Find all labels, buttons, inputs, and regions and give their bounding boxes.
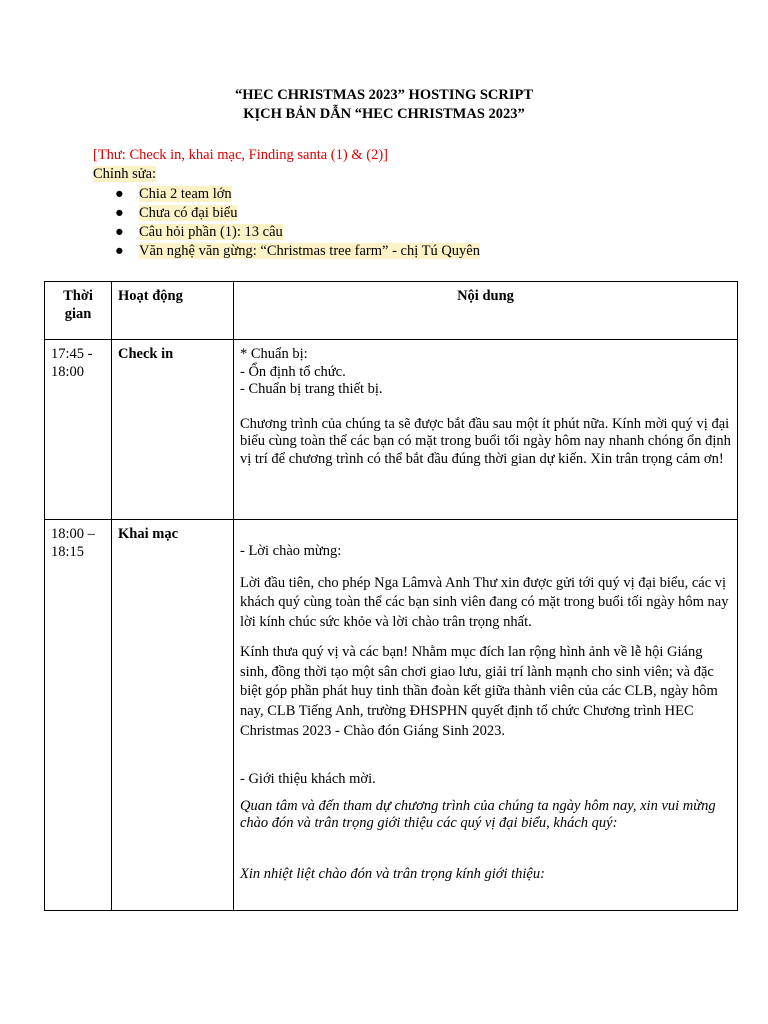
cell-activity: Check in: [112, 340, 234, 520]
header-activity: Hoạt động: [112, 282, 234, 340]
title-line-1: “HEC CHRISTMAS 2023” HOSTING SCRIPT: [234, 87, 534, 103]
list-item: ● Câu hỏi phần (1): 13 câu: [93, 223, 713, 242]
greeting-paragraph: Lời đầu tiên, cho phép Nga Lâmvà Anh Thư xin được gửi tới quý vị đại biểu, các vị khách quý cùng toàn thể các bạn sinh viên đang có mặt trong buổi tối ngày hôm nay lời kính chúc sức khỏe và lời chào trân trọng nhất.: [240, 574, 729, 630]
list-item: ● Văn nghệ văn gừng: “Christmas tree farm” - chị Tú Quyên: [93, 242, 713, 261]
table-header-row: [45, 282, 738, 340]
table-row: [45, 340, 738, 520]
guest-welcome-line: Xin nhiệt liệt chào đón và trân trọng kính giới thiệu:: [240, 865, 545, 882]
document-title: [0, 86, 768, 124]
bullet-icon: ●: [115, 185, 124, 202]
cell-time: 17:45 - 18:00: [45, 340, 112, 520]
prep-item: - Ổn định tổ chức.: [240, 363, 346, 380]
header-content: Nội dung: [234, 282, 738, 340]
greeting-label: - Lời chào mừng:: [240, 543, 342, 559]
edit-label: Chỉnh sửa:: [93, 166, 157, 183]
cell-content: [234, 520, 738, 911]
assignment-note: [Thư: Check in, khai mạc, Finding santa (1) & (2)]: [93, 147, 388, 163]
title-line-2: KỊCH BẢN DẪN “HEC CHRISTMAS 2023”: [243, 106, 525, 122]
bullet-icon: ●: [115, 243, 124, 260]
bullet-icon: ●: [115, 224, 124, 241]
edit-bullet-list: [93, 185, 713, 262]
list-item: ● Chưa có đại biểu: [93, 204, 713, 223]
hosting-script-table: [44, 281, 738, 911]
cell-activity: Khai mạc: [112, 520, 234, 911]
header-time: Thời gian: [45, 282, 112, 340]
cell-content: [234, 340, 738, 520]
checkin-paragraph: Chương trình của chúng ta sẽ được bắt đầu sau một ít phút nữa. Kính mời quý vị đại biểu cùng toàn thể các bạn có mặt trong buổi tối ngày hôm nay nhanh chóng ổn định vị trí để chương trình có thể bắt đầu đúng thời gian dự kiến. Xin trân trọng cảm ơn!: [240, 415, 731, 467]
edit-notes: [93, 146, 713, 262]
bullet-icon: ●: [115, 204, 124, 221]
cell-time: 18:00 – 18:15: [45, 520, 112, 911]
greeting-paragraph: Kính thưa quý vị và các bạn! Nhằm mục đích lan rộng hình ảnh về lễ hội Giáng sinh, đồng thời tạo một sân chơi giao lưu, giải trí lành mạnh cho sinh viên; và đặc biệt góp phần phát huy tinh thần đoàn kết giữa thành viên của các CLB, ngày hôm nay, CLB Tiếng Anh, trường ĐHSPHN quyết định tổ chức Chương trình HEC Christmas 2023 - Chào đón Giáng Sinh 2023.: [240, 644, 718, 739]
prep-item: - Chuẩn bị trang thiết bị.: [240, 381, 383, 397]
list-item: ● Chia 2 team lớn: [93, 185, 713, 204]
guest-intro-paragraph: Quan tâm và đến tham dự chương trình của chúng ta ngày hôm nay, xin vui mừng chào đón và trân trọng giới thiệu các quý vị đại biểu, khách quý:: [240, 797, 716, 832]
guest-label: - Giới thiệu khách mời.: [240, 771, 376, 788]
prep-title: * Chuẩn bị:: [240, 346, 308, 362]
table-row: [45, 520, 738, 911]
